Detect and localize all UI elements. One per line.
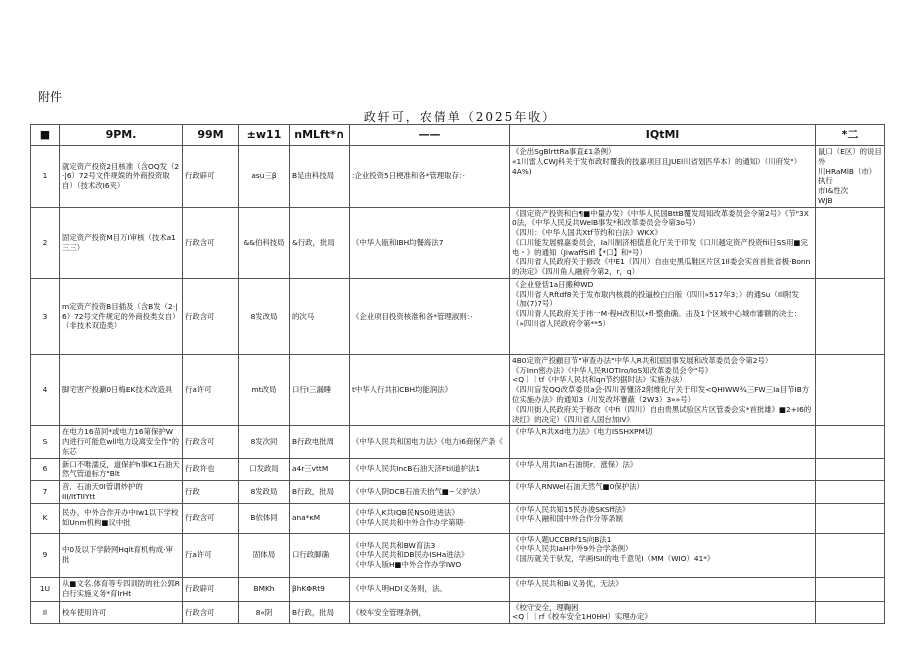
cell-agency: &&伯科技局 (239, 207, 290, 278)
header-level: nMLft*∩ (290, 125, 350, 146)
cell-level: 口行I三漏睡 (290, 354, 350, 425)
cell-other: 《中华人RNWel石油天然气■0保护法） (510, 481, 816, 504)
cell-level: B行政，批局 (290, 481, 350, 504)
header-type: 99M (183, 125, 239, 146)
cell-name: ⾳．石油天0I管谓炒护的 III/ItTIIYtt (60, 481, 183, 504)
cell-name: 就定资产投资2目核准（含OQ发（2·|6）72号文件规娱的外商投资取自）（技术改I6夹） (60, 146, 183, 208)
cell-level: B足由科技局 (290, 146, 350, 208)
cell-name: 中0及以下学龄网Hqlt育机构成·审批 (60, 533, 183, 577)
table-row (31, 146, 885, 208)
cell-type: 行政含可 (183, 278, 239, 354)
cell-no: 4 (31, 354, 60, 425)
cell-remark (816, 533, 885, 577)
cell-no: Il (31, 601, 60, 624)
cell-type: 行a许可 (183, 533, 239, 577)
cell-type: 行政含可 (183, 207, 239, 278)
cell-remark (816, 458, 885, 481)
cell-remark: 鼠口（E区）的说目外 川HRaMlB（市）执行 市I&性次 WJB (816, 146, 885, 208)
cell-type: 行政含可 (183, 601, 239, 624)
cell-type: 行政 (183, 481, 239, 504)
attachment-label: 附件 (38, 90, 63, 104)
cell-type: 行政含可 (183, 426, 239, 458)
header-name: 9PM. (60, 125, 183, 146)
cell-basis: 《中华人瓯和IBH均餐海法7 (350, 207, 510, 278)
header-agency: ±w11 (239, 125, 290, 146)
cell-type: 行政许也 (183, 458, 239, 481)
table-row (31, 458, 885, 481)
cell-remark (816, 601, 885, 624)
cell-type: 行政辟可 (183, 577, 239, 601)
cell-no: 7 (31, 481, 60, 504)
cell-no: 1U (31, 577, 60, 601)
cell-level: βhKΦRt9 (290, 577, 350, 601)
table-row (31, 577, 885, 601)
cell-basis: 《中华人民共和BW育法3 《中华人民共和DB民办ISHa进法》 《中华人版H■中外合作办学IWO (350, 533, 510, 577)
cell-remark (816, 577, 885, 601)
cell-name: 脚宅害产投涮0日梅EK技术改造具 (60, 354, 183, 425)
cell-name: 在电力16苗同*或电力16第保护W内进行可能危wll电力设离安全作"的东芯 (60, 426, 183, 458)
cell-no: 6 (31, 458, 60, 481)
cell-level: &行政，批局 (290, 207, 350, 278)
cell-other: 《中华人民共知15民办浚SKSff法》 《中华人融和国中外合作分等条制 (510, 503, 816, 533)
cell-agency: 固体局 (239, 533, 290, 577)
cell-name: 从■文名.体育等专四训防的社公郭R白行实施义务*育IrHt (60, 577, 183, 601)
table-row (31, 354, 885, 425)
cell-level: B行政，批局 (290, 601, 350, 624)
table-row (31, 481, 885, 504)
cell-basis: 《企业项目投资核准和各*管理淑则：· (350, 278, 510, 354)
cell-agency: 口发政局 (239, 458, 290, 481)
cell-remark (816, 481, 885, 504)
header-no: ■ (31, 125, 60, 146)
cell-remark (816, 207, 885, 278)
table-header-row (31, 125, 885, 146)
cell-level: 口行政脚确 (290, 533, 350, 577)
cell-level: 的次马 (290, 278, 350, 354)
permit-list-table (30, 124, 885, 624)
cell-basis: t中华人行共扣CBH均能润法》 (350, 354, 510, 425)
cell-basis: 《中华人民共和国电力法》《电力i6商保产条《 (350, 426, 510, 458)
cell-type: 行政含可 (183, 503, 239, 533)
cell-no: S (31, 426, 60, 458)
cell-other: 《校守安全，理鞠困 <Q｜｜rf《校车安全1H0HH）实理办定》 (510, 601, 816, 624)
table-row (31, 278, 885, 354)
table-row (31, 426, 885, 458)
cell-basis: :企业投资5日梗准和各*管理取存：· (350, 146, 510, 208)
cell-basis: 《中华人阴DCB石油天抬气■∽父护法） (350, 481, 510, 504)
cell-remark (816, 503, 885, 533)
cell-remark (816, 278, 885, 354)
cell-basis: 《校车安全管理条例， (350, 601, 510, 624)
cell-remark (816, 354, 885, 425)
cell-no: K (31, 503, 60, 533)
table-row (31, 601, 885, 624)
cell-other: 4B0定资产投顧目节"审查办法"中华人R共和国国事发展和改革委员会令第2号） 《万Inn密办法》《中华人民RIOTIro/IoS知改革委员会令"号》 <Q｜｜tf《中华人民共和qn节约据时法》实施办法） 《四川盲发QQ改草委员a会·四川普懂济2附维化厅关于印发<QHIWW¾三FW三Ia目节IB方位实施办法》的通知3（川发改坏蹇蔽（2W3）3»»号） 《四川街人民政府关于修改《中fi（四川）自由贵黑试验区片区管委会实*首批雄》■2+I6的决红》的决定）《四川省人国台加IV》 (510, 354, 816, 425)
cell-no: 9 (31, 533, 60, 577)
cell-agency: BMKh (239, 577, 290, 601)
table-row (31, 207, 885, 278)
cell-agency: 8发次同 (239, 426, 290, 458)
cell-other: 《中华人用共Ian石油斑r．涨保）法》 (510, 458, 816, 481)
cell-no: 2 (31, 207, 60, 278)
cell-agency: 8发政局 (239, 481, 290, 504)
cell-basis: 《中华人K共IQB民NS0进进法》 《中华人民共和中外合作办学第期· (350, 503, 510, 533)
cell-type: 行a许可 (183, 354, 239, 425)
cell-name: 校车使用许可 (60, 601, 183, 624)
cell-other: 《中华人题UCCBRf1S向B法1 《中华人民共IaH中外9外合学条例） 《国历就关于驮发，学画ISII的电千意见I（MM（WIO）41*》 (510, 533, 816, 577)
header-other: IQtMl (510, 125, 816, 146)
table-row (31, 533, 885, 577)
cell-remark (816, 426, 885, 458)
cell-name: 新口不唯濡反，道保护h事K1石油天然气管道标方"Blt (60, 458, 183, 481)
header-basis: —— (350, 125, 510, 146)
cell-agency: 8发改局 (239, 278, 290, 354)
cell-no: 1 (31, 146, 60, 208)
cell-level: ana*κM (290, 503, 350, 533)
cell-name: 固定资产投资M目万I审核（技术a1三三） (60, 207, 183, 278)
cell-level: a4r三vttM (290, 458, 350, 481)
table-row (31, 503, 885, 533)
cell-other: 《企出SgBlrttRa事直£1条例） «1川雷人CWJ科关于发布政时覆我的技嘉项目且JUEl川省划匹华本）的通知）（川府发"） 4A%) (510, 146, 816, 208)
cell-name: 民办，中外合作开办中Iw1以下学校如Unm机构■议中批 (60, 503, 183, 533)
cell-other: 《固定资产投资和白¶■中量办发）《中华人民国BttB覆发局知改革委员会令第2号》《节"3X0法，《中华人民反共WelB事发*和改革委员会令第3o号） 《四川：《中华人国共Xtf节约和白法》WKX》 《口川能发展棉嘉委员会，Ia川制济相值息化厅关于印发《口川越定资产投资fii日SS用■完电・》的通知（JiwaffSifl【*口】和*号） 《四川省人民政府关于修改《中E1（四川）自由史黑瓜鞋区片区1Il委会实首首批省极·Bonn的决定》《四川角人融府今第2，r，q） (510, 207, 816, 278)
cell-agency: mt改局 (239, 354, 290, 425)
cell-basis: 《中华人民共IncB石油天济Ftil道护法1 (350, 458, 510, 481)
cell-basis: 《中华人明HDI义务则，法。 (350, 577, 510, 601)
cell-type: 行政辟可 (183, 146, 239, 208)
cell-name: m定资产投资B目插及（含B发（2·|6）72号文件规定的外商投类女自）（非技术双造类） (60, 278, 183, 354)
cell-level: B行政电批周 (290, 426, 350, 458)
cell-other: 《中华人民共和Bi义务优，无法》 (510, 577, 816, 601)
cell-other: 《企业登恬1a日搬种WD 《四川省人Rftdf8关于发布取内核晨的投逼校白白版（四川»517年3；）的通Su（Ill附发（加(7)7号） 《四川青人民政府关于祎一M·程H改积以•fl·整曲确。击及1个区域中心城市審额的决士：（»四川省人民政府令第**5） (510, 278, 816, 354)
document-title: 政轩可，农倩单（2025年收） (363, 110, 557, 124)
cell-other: 《中华人R共Xd电力法》《电力ISSHXPM切 (510, 426, 816, 458)
cell-agency: 8«阴 (239, 601, 290, 624)
cell-agency: asu三β (239, 146, 290, 208)
header-remark: *二 (816, 125, 885, 146)
cell-agency: B依体同 (239, 503, 290, 533)
cell-no: 3 (31, 278, 60, 354)
